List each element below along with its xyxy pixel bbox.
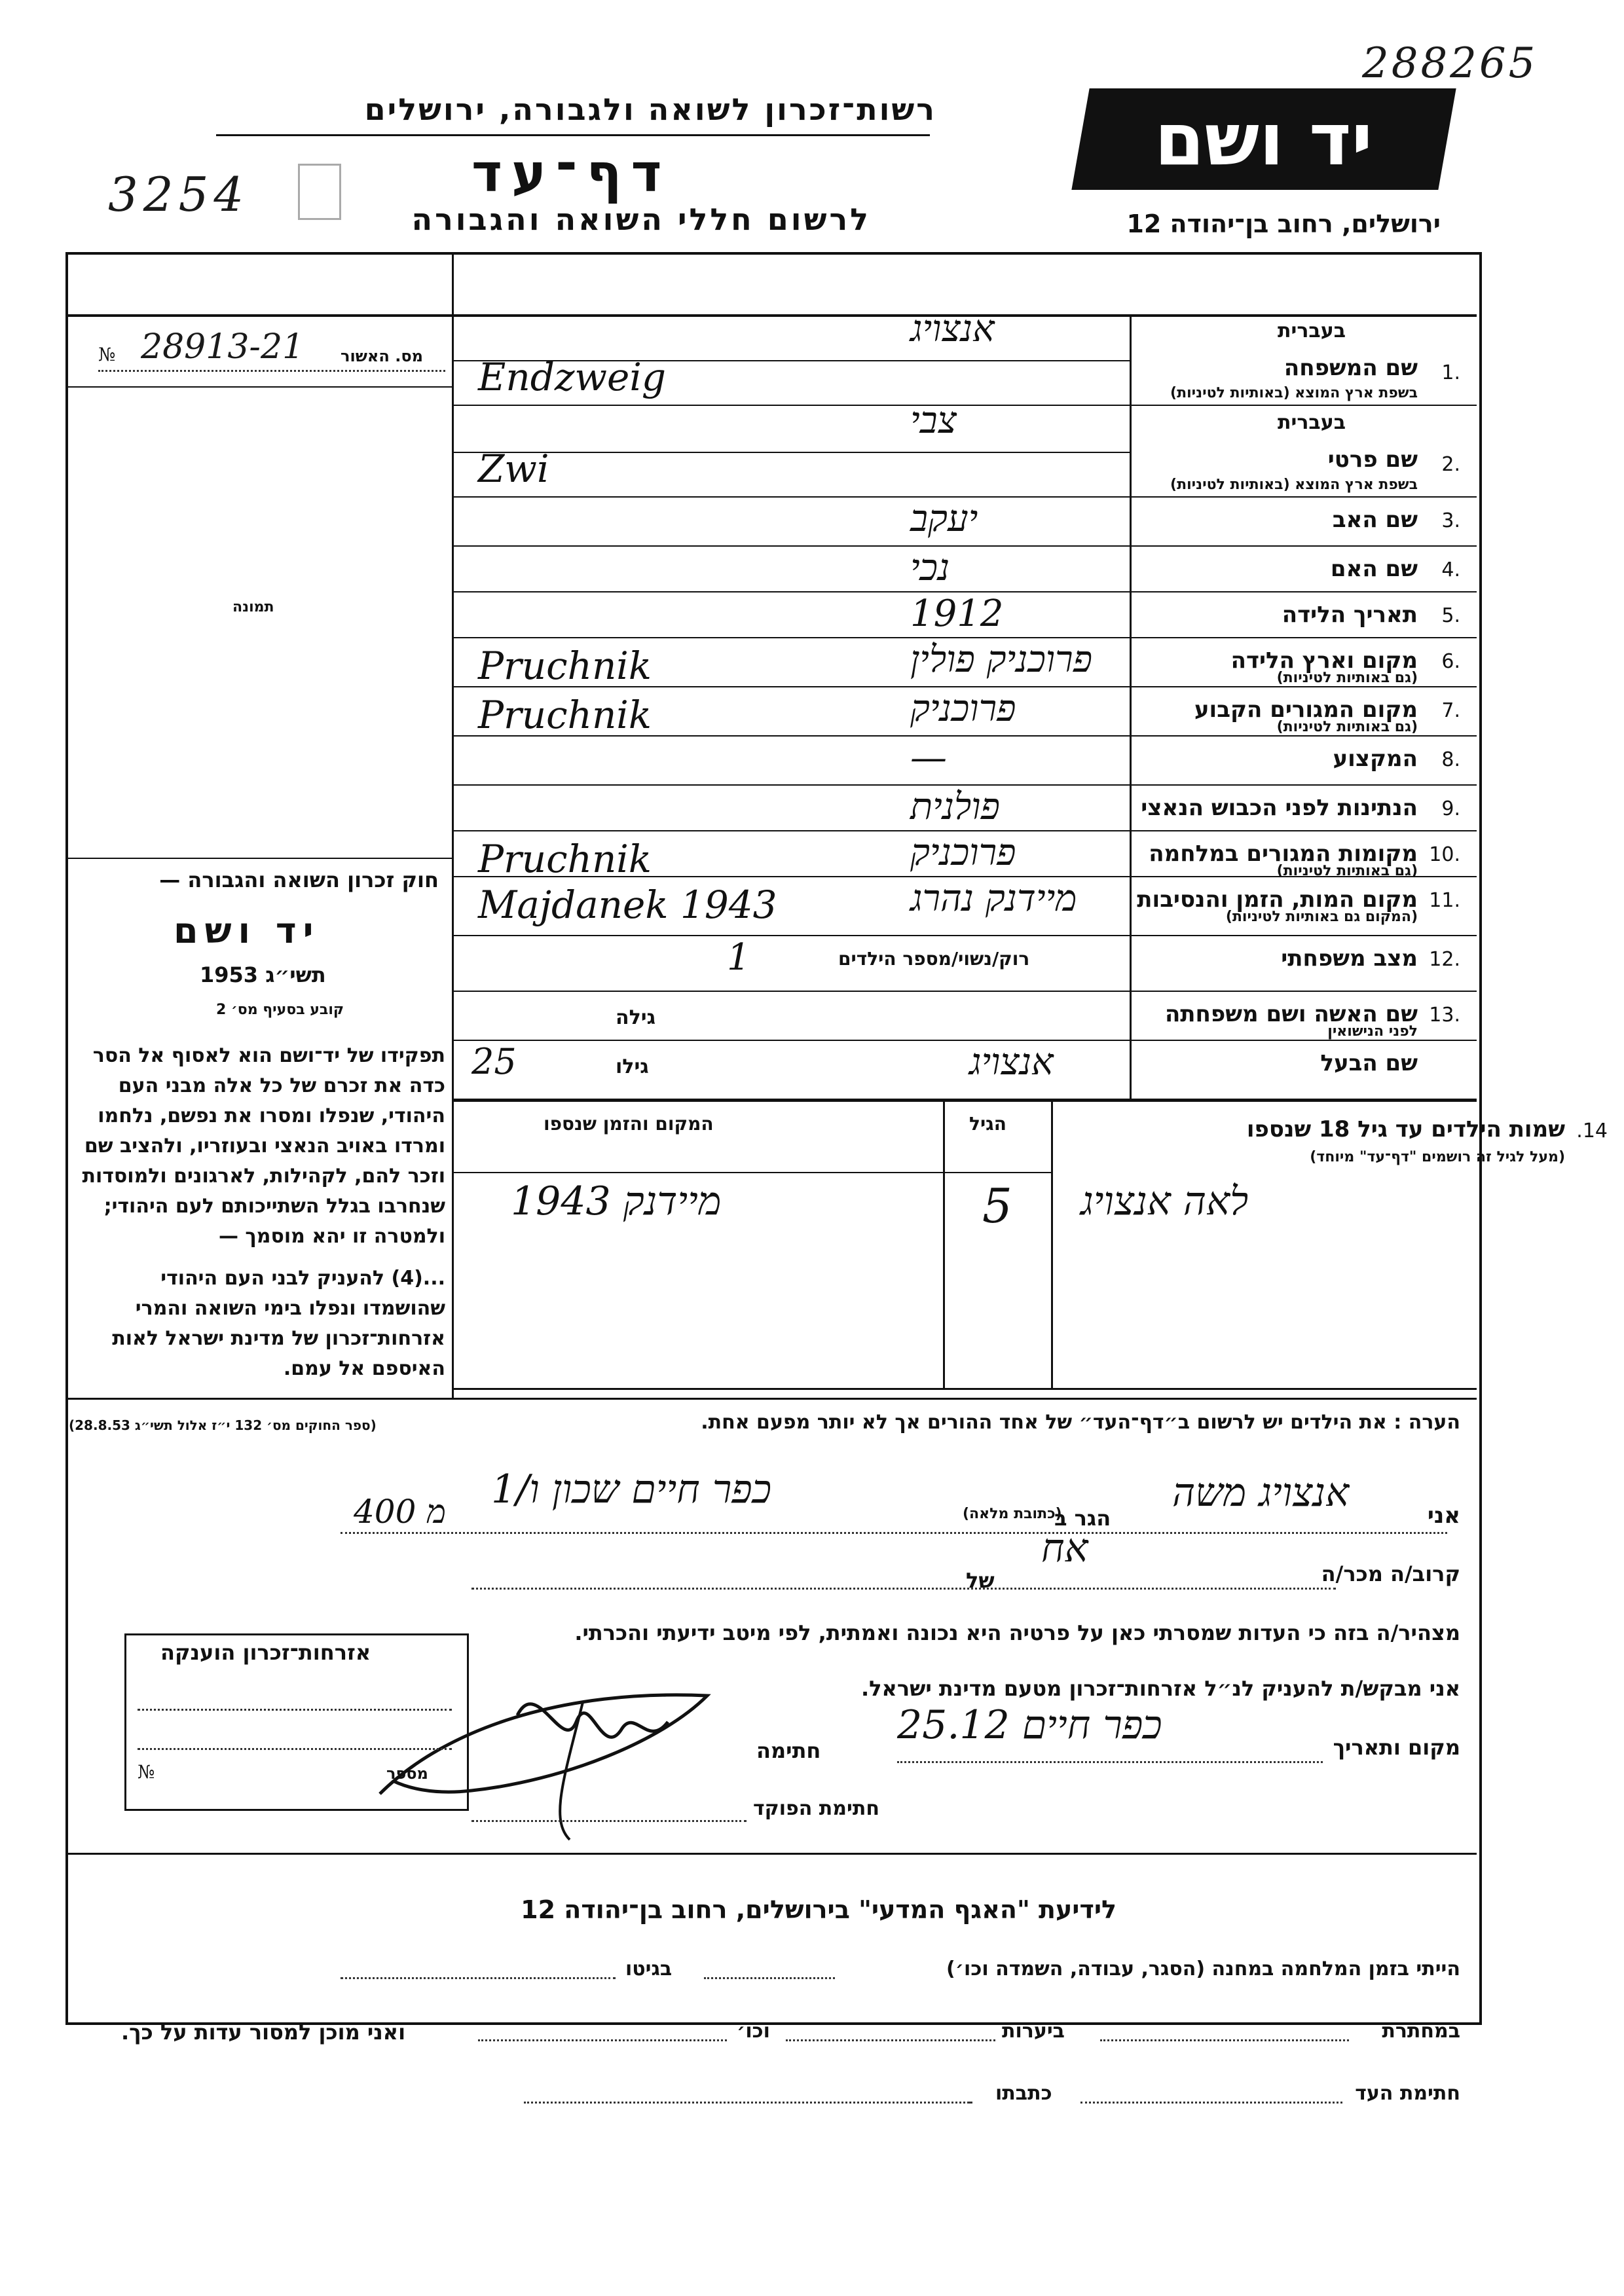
field-hebrew-value[interactable]: מיידנק נהרג bbox=[910, 877, 1077, 920]
field-latin-value[interactable]: Pruchnik bbox=[478, 644, 652, 688]
children-col-1 bbox=[1051, 1100, 1053, 1388]
field-label: שם האב bbox=[1332, 507, 1418, 533]
field-number: 3. bbox=[1441, 509, 1460, 532]
children-bottom-line bbox=[452, 1388, 1477, 1390]
children-label: שמות הילדים עד גיל 18 שנספו bbox=[1246, 1116, 1565, 1142]
place-date-dots bbox=[897, 1761, 1323, 1763]
field-latin-value[interactable]: Majdanek 1943 bbox=[478, 883, 777, 927]
logo-text: יד ושם bbox=[1154, 97, 1373, 181]
footer-dots-2b bbox=[786, 2039, 995, 2041]
request: אני מבקש/ת להעניק לנ״ל אזרחות־זכרון מטעם מדינת ישראל. bbox=[861, 1676, 1460, 1701]
law-title: חוק זכרון השואה והגבורה — bbox=[159, 867, 439, 892]
field-hebrew-value[interactable]: אנצויג bbox=[910, 308, 995, 350]
children-col-age: הגיל bbox=[969, 1113, 1006, 1135]
field-label: מקום וארץ הלידה bbox=[1230, 647, 1418, 674]
field-hebrew-value[interactable]: 1912 bbox=[910, 592, 1004, 635]
field-label: מצב משפחתי bbox=[1281, 945, 1418, 972]
header-underline bbox=[216, 134, 930, 136]
footer-dots-1b bbox=[341, 1977, 616, 1979]
field-number: 4. bbox=[1441, 558, 1460, 581]
field-row bbox=[452, 399, 1477, 498]
citizenship-no-sign: № bbox=[138, 1761, 155, 1783]
address-line: ירושלים, רחוב בן־יהודה 12 bbox=[1126, 210, 1441, 238]
approval-number[interactable]: 28913-21 bbox=[141, 327, 304, 367]
field-hebrew-value[interactable]: פרוכניק bbox=[910, 687, 1016, 730]
child-place[interactable]: מיידנק 1943 bbox=[511, 1178, 722, 1224]
field-number: 7. bbox=[1441, 699, 1460, 722]
field-sublabel: בשפת ארץ המוצא (באותיות לטיניות) bbox=[1170, 477, 1418, 493]
field-number: 10. bbox=[1429, 843, 1460, 866]
statement: מצהיר/ה בזה כי העדות שמסרתי כאן על פרטיה היא נכונה ואמתית, לפי מיטב ידיעתי והכרתי. bbox=[574, 1620, 1460, 1645]
citizenship-dots-1 bbox=[138, 1709, 452, 1711]
field-number: 9. bbox=[1441, 797, 1460, 820]
declarant-resides: הגר ב bbox=[1054, 1506, 1111, 1531]
children-col-place: המקום והזמן שנספו bbox=[544, 1113, 714, 1135]
field-latin-value[interactable]: Endzweig bbox=[478, 355, 667, 399]
place-date-label: מקום ותאריך bbox=[1333, 1735, 1460, 1760]
footer-line3-a: חתימת העד bbox=[1355, 2082, 1460, 2105]
of-label: של bbox=[966, 1568, 995, 1593]
field-sublabel: לפני הנישואין bbox=[1327, 1023, 1418, 1040]
field-number: 11. bbox=[1429, 889, 1460, 912]
field-label: שם פרטי bbox=[1327, 446, 1418, 473]
law-clause: קובע בסעיף מס׳ 2 bbox=[216, 1002, 344, 1018]
field-label: שם הבעל bbox=[1320, 1050, 1418, 1076]
footer-dots-1a bbox=[704, 1977, 835, 1979]
citizenship-number-label: מספר bbox=[386, 1764, 428, 1783]
footer-line2-d: ואני מוכן למסור עדות על כך. bbox=[121, 2020, 406, 2045]
field-sublabel: (המקום גם באותיות לטיניות) bbox=[1225, 909, 1418, 925]
footer-line3-b: כתבתו bbox=[995, 2082, 1052, 2105]
field-hebrew-value[interactable]: צבי bbox=[910, 399, 957, 442]
field-row bbox=[452, 592, 1477, 638]
field-row bbox=[452, 308, 1477, 406]
field-number: 8. bbox=[1441, 748, 1460, 771]
footer-dots-2c bbox=[478, 2039, 727, 2041]
field-latin-value[interactable]: Pruchnik bbox=[478, 693, 652, 737]
field-latin-value[interactable]: Pruchnik bbox=[478, 837, 652, 881]
remark: הערה : את הילדים יש לרשום ב״דף־העד״ של אחד ההורים אך לא יותר מפעם אחת. bbox=[701, 1411, 1460, 1434]
footer-top-line bbox=[65, 1853, 1477, 1855]
declarant-ani: אני bbox=[1427, 1503, 1460, 1529]
law-year: תשי״ג 1953 bbox=[200, 962, 326, 987]
field-label: מקום המות, הזמן והנסיבות bbox=[1137, 886, 1418, 913]
footer-dots-3b bbox=[969, 2102, 970, 2104]
field-number: 6. bbox=[1441, 650, 1460, 673]
field-sublabel: (גם באותיות לטיניות) bbox=[1276, 670, 1418, 686]
field-row bbox=[452, 877, 1477, 936]
field-label: שם המשפחה bbox=[1283, 355, 1418, 381]
relative-label: קרוב/ה מכר/ה bbox=[1321, 1561, 1460, 1586]
page-stamp: 3254 bbox=[108, 167, 249, 222]
field-age-value[interactable]: 25 bbox=[471, 1041, 517, 1082]
footer-dots-3a bbox=[1080, 2102, 1342, 2104]
field-sublabel: (גם באותיות לטיניות) bbox=[1276, 719, 1418, 735]
field-row bbox=[452, 737, 1477, 786]
field-hebrew-value[interactable]: נכי bbox=[910, 547, 950, 589]
field-hebrew-tag: בעברית bbox=[1278, 319, 1346, 342]
law-text-2: ...(4) להעניק לבני העם היהודי שהושמדו ונפלו בימי השואה והמרי אזרחות־זכרון של מדינת ישראל לאות האיספם אל עמם. bbox=[112, 1267, 445, 1380]
citizenship-title: אזרחות־זכרון הוענקה bbox=[160, 1640, 371, 1665]
relation-value[interactable]: אח bbox=[1041, 1525, 1088, 1571]
field-row bbox=[452, 936, 1477, 992]
declarant-name[interactable]: אנצויג משה bbox=[1172, 1470, 1350, 1516]
citizenship-dots-2 bbox=[138, 1748, 452, 1750]
field-hebrew-value[interactable]: — bbox=[910, 737, 947, 779]
field-number: 5. bbox=[1441, 604, 1460, 627]
archive-number: 288265 bbox=[1362, 39, 1538, 88]
supervisor-label: חתימת הפוקד bbox=[753, 1797, 879, 1820]
field-label: מקומות המגורים במלחמה bbox=[1149, 841, 1418, 867]
field-row bbox=[452, 1041, 1477, 1100]
field-number: 2. bbox=[1441, 453, 1460, 476]
footer-dots-3c bbox=[524, 2102, 969, 2104]
footer-line2-a: במחתרת bbox=[1382, 2020, 1460, 2043]
yad-vashem-logo bbox=[1071, 88, 1456, 190]
field-label: תאריך הלידה bbox=[1282, 602, 1418, 628]
child-age[interactable]: 5 bbox=[982, 1178, 1012, 1233]
field-hebrew-value[interactable]: אנצויג bbox=[969, 1041, 1054, 1084]
law-source: (ספר החוקים מס׳ 132 י״ז אלול תשי״ג 28.8.53) bbox=[69, 1417, 377, 1433]
relative-dots bbox=[471, 1588, 1336, 1590]
field-row bbox=[452, 498, 1477, 547]
field-sublabel: (גם באותיות לטיניות) bbox=[1276, 863, 1418, 879]
form-subtitle: לרשום חללי השואה והגבורה bbox=[411, 202, 871, 237]
field-row bbox=[452, 638, 1477, 687]
signature-label: חתימה bbox=[756, 1738, 821, 1763]
children-num: 14. bbox=[1576, 1120, 1608, 1142]
field-age-label: גילו bbox=[616, 1055, 649, 1078]
declarant-resides-sub: (כתובת מלאה) bbox=[963, 1506, 1062, 1522]
supervisor-dots bbox=[471, 1820, 747, 1822]
field-sublabel: בשפת ארץ המוצא (באותיות לטיניות) bbox=[1170, 385, 1418, 401]
approval-dots bbox=[98, 370, 445, 372]
place-date-value[interactable]: כפר חיים 25.12 bbox=[897, 1702, 1162, 1748]
child-name[interactable]: לאה אנצויג bbox=[1080, 1178, 1249, 1224]
law-text-1: תפקידו של יד־ושם הוא לאסוף אל הסר כדה את זכרם של כל אלה מבני העם היהודי, שנפלו ומסרו את נפשם, נלחמו ומרדו באויב הנאצי ובעוזריו, ולהציב שם וזכר להם, לקהילות, לארגונים ולמוסדות שנחרבו בגלל השתייכותם לעם היהודי; ולמטרה זו יהא מוסמך — bbox=[82, 1044, 445, 1248]
field-inline-label: רוק/נשוי/מספר הילדים bbox=[838, 948, 1030, 970]
children-top-line bbox=[452, 1100, 1477, 1102]
field-label: מקום המגורים הקבוע bbox=[1194, 697, 1418, 723]
law-name: יד ושם bbox=[174, 910, 320, 951]
field-mid-line bbox=[452, 452, 1130, 453]
footer-line1-a: הייתי בזמן המלחמה במחנה (הסגר, עבודה, השמדה וכו׳) bbox=[946, 1958, 1460, 1980]
authority-name: רשות־זכרון לשואה ולגבורה, ירושלים bbox=[364, 92, 936, 127]
children-sub: (מעל לגיל זה רושמים "דף־עד" מיוחד) bbox=[1310, 1149, 1565, 1165]
field-label: שם האשה ושם משפחתה bbox=[1164, 1001, 1418, 1027]
children-col-2 bbox=[943, 1100, 945, 1388]
stamp-mark bbox=[298, 164, 341, 220]
field-row bbox=[452, 992, 1477, 1041]
children-header-line bbox=[452, 1172, 1051, 1173]
approval-label: מס. האשור bbox=[341, 347, 423, 365]
field-hebrew-value[interactable]: יעקב bbox=[910, 498, 978, 540]
footer-line2-b: ביערות bbox=[1002, 2020, 1065, 2043]
field-label: הנתינות לפני הכבוש הנאצי bbox=[1141, 795, 1418, 821]
field-row bbox=[452, 687, 1477, 737]
address-dots bbox=[341, 1532, 1447, 1534]
approval-no-sign: № bbox=[98, 344, 116, 365]
declarant-address[interactable]: כפר חיים שכון ו/1 bbox=[491, 1467, 772, 1512]
field-hebrew-value[interactable]: פולנית bbox=[910, 786, 1000, 828]
law-top-line bbox=[65, 858, 452, 859]
footer-line1-b: בגיטו bbox=[625, 1958, 673, 1980]
field-hebrew-tag: בעברית bbox=[1278, 411, 1346, 434]
field-row bbox=[452, 547, 1477, 592]
field-hebrew-value[interactable]: פרוכניק פולין bbox=[910, 638, 1093, 681]
field-number: 1. bbox=[1441, 361, 1460, 384]
footer-title: לידיעת "האגף המדעי" בירושלים, רחוב בן־יהודה 12 bbox=[521, 1895, 1116, 1924]
field-row bbox=[452, 786, 1477, 831]
field-row bbox=[452, 831, 1477, 881]
photo-label: תמונה bbox=[232, 599, 274, 615]
field-label: שם האם bbox=[1330, 556, 1418, 582]
field-number: 12. bbox=[1429, 948, 1460, 971]
field-number: 13. bbox=[1429, 1004, 1460, 1027]
field-age-label: גילה bbox=[616, 1006, 655, 1029]
form-title: דף־עד bbox=[471, 143, 671, 204]
remark-top-line bbox=[65, 1398, 1477, 1400]
photo-top-line bbox=[65, 386, 452, 388]
field-latin-value[interactable]: Zwi bbox=[478, 446, 549, 491]
declarant-address-latin[interactable]: 400 מ bbox=[354, 1493, 446, 1531]
footer-dots-2a bbox=[1100, 2039, 1349, 2041]
field-hebrew-value[interactable]: 1 bbox=[727, 936, 750, 979]
footer-line2-c: וכו׳ bbox=[737, 2020, 770, 2043]
field-label: המקצוע bbox=[1333, 746, 1418, 772]
field-hebrew-value[interactable]: פרוכניק bbox=[910, 831, 1016, 874]
